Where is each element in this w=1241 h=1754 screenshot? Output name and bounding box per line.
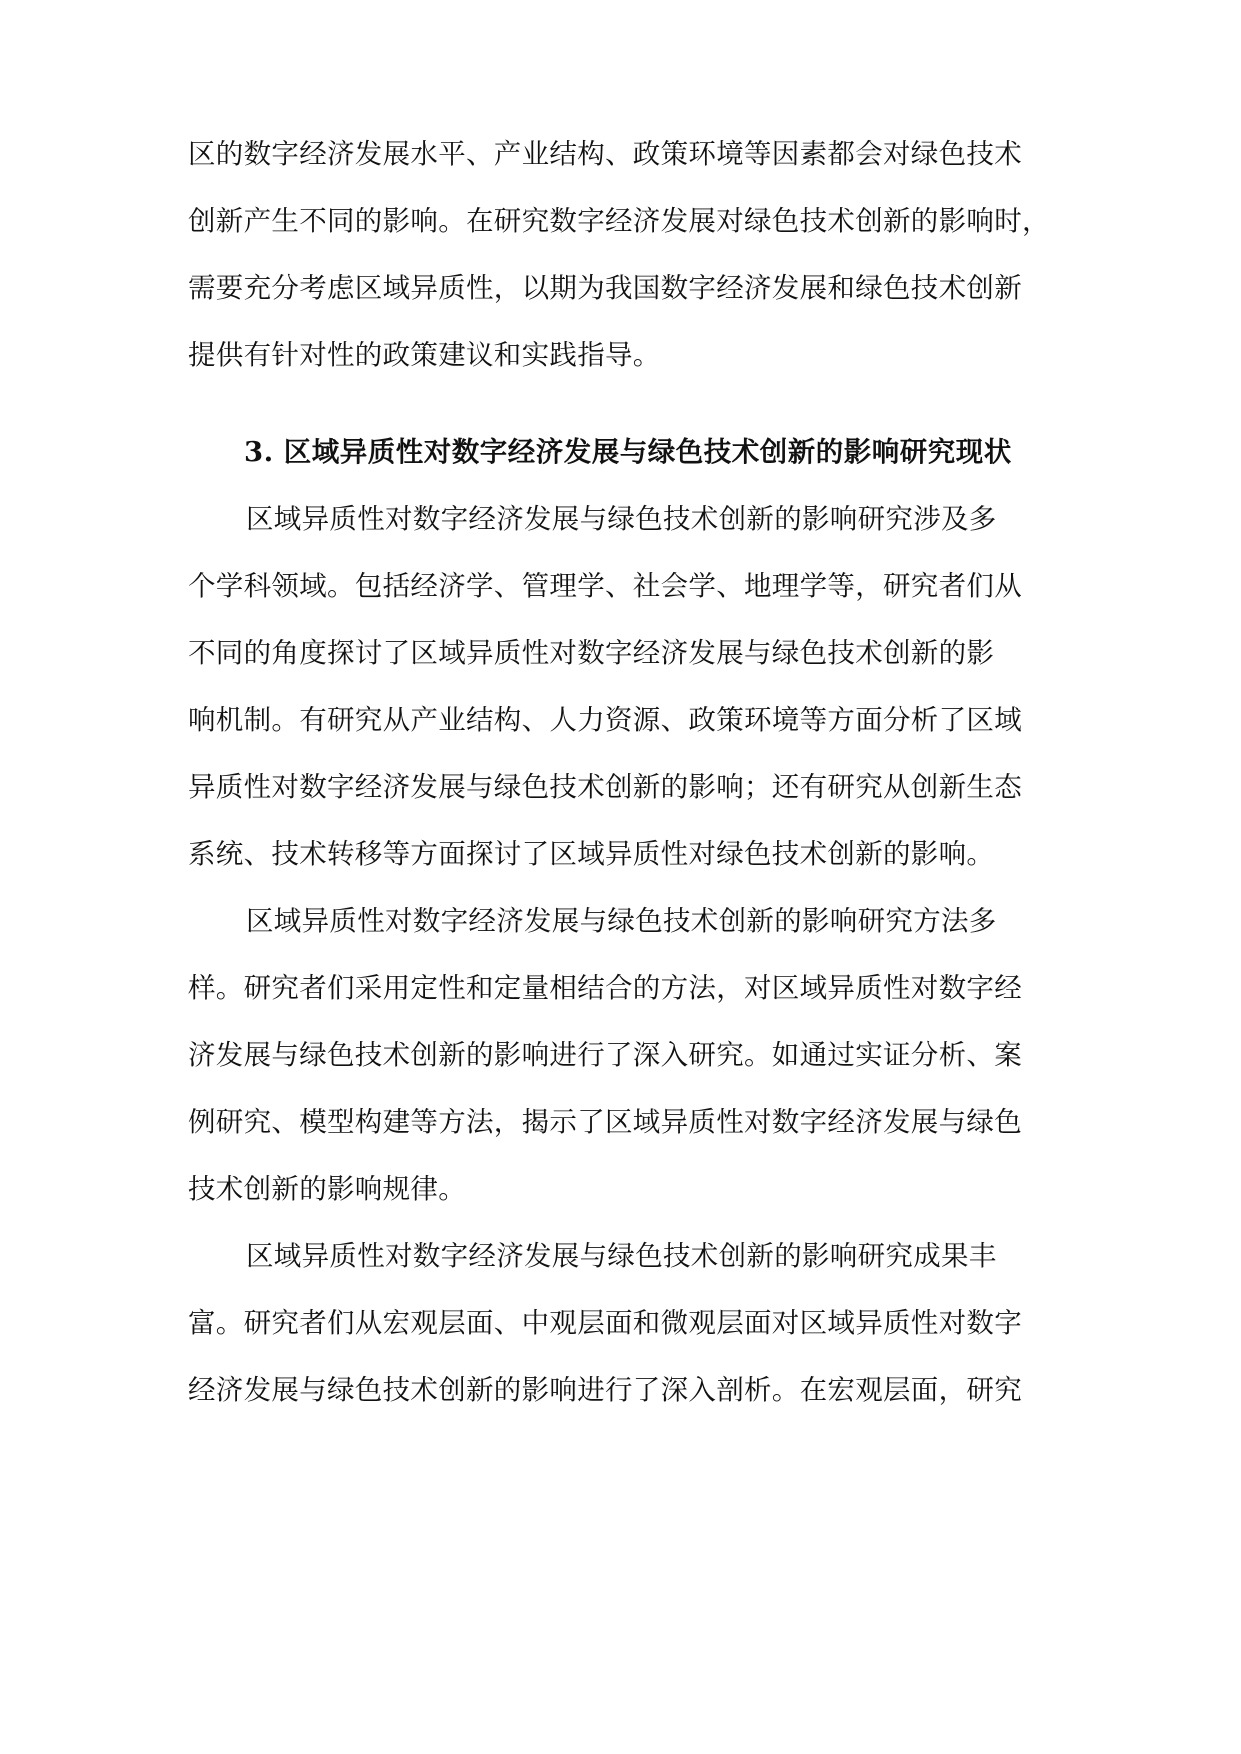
paragraph-3-line-5: 技术创新的影响规律。 [188, 1173, 466, 1205]
paragraph-4-line-1: 区域异质性对数字经济发展与绿色技术创新的影响研究成果丰 [246, 1240, 997, 1272]
paragraph-3-line-4: 例研究、模型构建等方法，揭示了区域异质性对数字经济发展与绿色 [188, 1106, 1022, 1138]
paragraph-4-line-2: 富。研究者们从宏观层面、中观层面和微观层面对区域异质性对数字 [188, 1307, 1022, 1339]
paragraph-1-line-3: 需要充分考虑区域异质性，以期为我国数字经济发展和绿色技术创新 [188, 272, 1022, 304]
paragraph-1-line-4: 提供有针对性的政策建议和实践指导。 [188, 339, 661, 371]
paragraph-3-line-2: 样。研究者们采用定性和定量相结合的方法，对区域异质性对数字经 [188, 972, 1022, 1004]
paragraph-2-line-5: 异质性对数字经济发展与绿色技术创新的影响；还有研究从创新生态 [188, 771, 1022, 803]
paragraph-2-line-4: 响机制。有研究从产业结构、人力资源、政策环境等方面分析了区域 [188, 704, 1022, 736]
paragraph-4-line-3: 经济发展与绿色技术创新的影响进行了深入剖析。在宏观层面，研究 [188, 1374, 1022, 1406]
paragraph-2-line-3: 不同的角度探讨了区域异质性对数字经济发展与绿色技术创新的影 [188, 637, 995, 669]
paragraph-1-line-2: 创新产生不同的影响。在研究数字经济发展对绿色技术创新的影响时， [188, 205, 1050, 237]
paragraph-2-line-6: 系统、技术转移等方面探讨了区域异质性对绿色技术创新的影响。 [188, 838, 995, 870]
paragraph-2-line-2: 个学科领域。包括经济学、管理学、社会学、地理学等，研究者们从 [188, 570, 1022, 602]
paragraph-2-line-1: 区域异质性对数字经济发展与绿色技术创新的影响研究涉及多 [246, 503, 997, 535]
paragraph-3-line-3: 济发展与绿色技术创新的影响进行了深入研究。如通过实证分析、案 [188, 1039, 1022, 1071]
paragraph-3-line-1: 区域异质性对数字经济发展与绿色技术创新的影响研究方法多 [246, 905, 997, 937]
section-heading: 3. 区域异质性对数字经济发展与绿色技术创新的影响研究现状 [244, 436, 1012, 468]
paragraph-1-line-1: 区的数字经济发展水平、产业结构、政策环境等因素都会对绿色技术 [188, 138, 1022, 170]
